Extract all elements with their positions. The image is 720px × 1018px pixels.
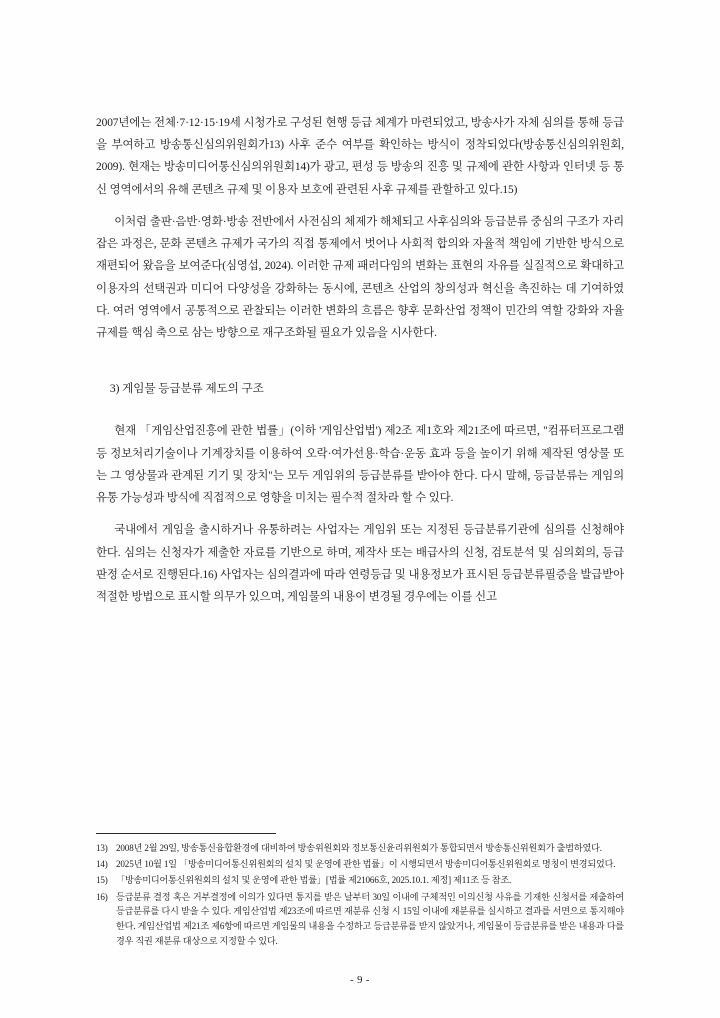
page-number: - 9 - <box>350 975 370 986</box>
footnote-15 <box>96 873 624 888</box>
paragraph-spacer-2 <box>96 509 624 519</box>
paragraph-4: 국내에서 게임을 출시하거나 유통하려는 사업자는 게임위 또는 지정된 등급분류기관에 심의를 신청해야 한다. 심의는 신청자가 제출한 자료를 기반으로 하며, 제작사 또는 배급사의 신청, 검토분석 및 심의회의, 등급판정 순서로 진행된다.16) 사업자는 심의결과에 따라 연령등급 및 내용정보가 표시된 등급분류필증을 발급받아 적절한 방법으로 표시할 의무가 있으며, 게임물의 내용이 변경될 경우에는 이를 신고 <box>96 524 624 603</box>
footnote-16 <box>96 890 624 949</box>
paragraph-3: 현재 「게임산업진흥에 관한 법률」(이하 '게임산업법') 제2조 제1호와 제21조에 따르면, "컴퓨터프로그램 등 정보처리기술이나 기계장치를 이용하여 오락·여가선용·학습·운동 효과 등을 높이기 위해 제작된 영상물 또는 그 영상물과 관계된 기기 및 장치"는 모두 게임위의 등급분류를 받아야 한다. 다시 말해, 등급분류는 게임의 유통 가능성과 방식에 직접적으로 영향을 미치는 필수적 절차라 할 수 있다. <box>96 425 624 505</box>
footnote-text: 2008년 2월 29일, 방송통신융합환경에 대비하여 방송위원회와 정보통신윤리위원회가 통합되면서 방송통신위원회가 출범하였다. <box>116 842 602 853</box>
footnote-text: 등급분류 결정 혹은 거부결정에 이의가 있다면 통지를 받은 날부터 30일 이내에 구체적인 이의신청 사유를 기재한 신청서를 제출하여 등급분류를 다시 받을 수 있다. 게임산업법 제23조에 따르면 재분류 신청 시 15일 이내에 재분류를 실시하고 결과를 서면으로 통지해야 한다. 게임산업법 제21조 제6항에 따르면 게임물의 내용을 수정하고 등급분류를 받지 않았거나, 게임물이 등급분류를 받은 내용과 다를 경우 직권 재분류 대상으로 지정할 수 있다. <box>116 891 624 946</box>
footnote-section <box>96 833 624 950</box>
footnote-number: 15) <box>96 875 108 886</box>
section-spacer <box>96 344 624 378</box>
section-subheading: 3) 게임물 등급분류 제도의 구조 <box>109 382 264 396</box>
footnote-13 <box>96 841 624 856</box>
footnote-number: 16) <box>96 891 108 902</box>
paragraph-1: 2007년에는 전체·7·12·15·19세 시청가로 구성된 현행 등급 체계가 마련되었고, 방송사가 자체 심의를 통해 등급을 부여하고 방송통신심의위원회가13) 사후 준수 여부를 확인하는 방식이 정착되었다(방송통신심의위원회, 2009). 현재는 방송미디어통신심의위원회14)가 광고, 편성 등 방송의 진흥 및 규제에 관한 사항과 인터넷 등 통신 영역에서의 유해 콘텐츠 규제 및 이용자 보호에 관련된 사후 규제를 관할하고 있다.15) <box>96 117 624 196</box>
footnote-number: 14) <box>96 859 108 870</box>
footnote-number: 13) <box>96 842 108 853</box>
footnote-divider <box>96 833 276 834</box>
footnote-text: 「방송미디어통신위원회의 설치 및 운영에 관한 법률」[법률 제21066호, 2025.10.1. 제정] 제11조 등 참조. <box>116 875 512 886</box>
footnote-14 <box>96 857 624 872</box>
subheading-spacer <box>96 400 624 420</box>
footnote-text: 2025년 10월 1일 「방송미디어통신위원회의 설치 및 운영에 관한 법률」이 시행되면서 방송미디어통신위원회로 명칭이 변경되었다. <box>116 859 616 870</box>
paragraph-2: 이처럼 출판·음반·영화·방송 전반에서 사전심의 체제가 해체되고 사후심의와 등급분류 중심의 구조가 자리 잡은 과정은, 문화 콘텐츠 규제가 국가의 직접 통제에서 벗어나 사회적 합의와 자율적 책임에 기반한 방식으로 재편되어 왔음을 보여준다(심영섭, 2024). 이러한 규제 패러다임의 변화는 표현의 자유를 실질적으로 확대하고 이용자의 선택권과 미디어 다양성을 강화하는 동시에, 콘텐츠 산업의 창의성과 혁신을 촉진하는 데 기여하였다. 여러 영역에서 공통적으로 관찰되는 이러한 변화의 흐름은 향후 문화산업 정책이 민간의 역할 강화와 자율규제를 핵심 축으로 삼는 방향으로 재구조화될 필요가 있음을 시사한다. <box>96 215 624 340</box>
paragraph-spacer <box>96 201 624 211</box>
page-body <box>96 112 624 608</box>
